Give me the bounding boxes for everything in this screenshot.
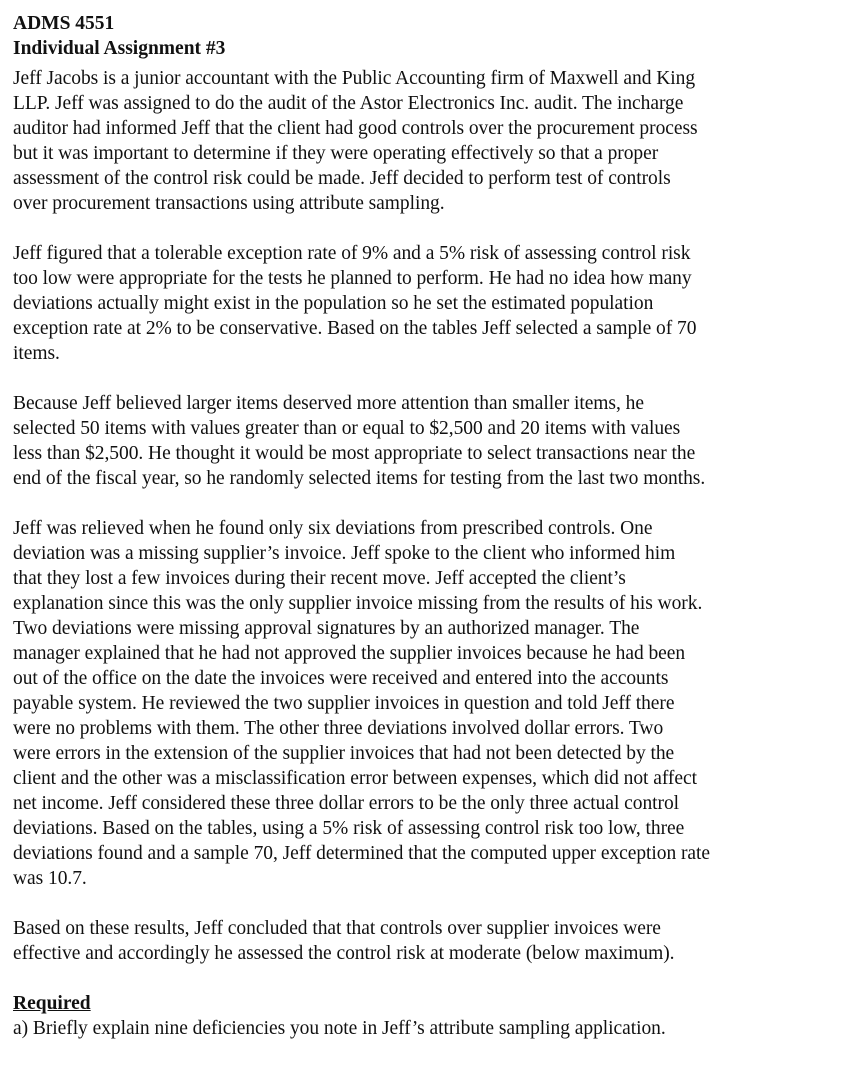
required-item-a: a) Briefly explain nine deficiencies you note in Jeff’s attribute sampling application. — [13, 1018, 666, 1039]
document — [13, 11, 813, 1041]
course-code: ADMS 4551 — [13, 13, 115, 34]
paragraph-intro: Jeff Jacobs is a junior accountant with the Public Accounting firm of Maxwell and King LLP. Jeff was assigned to do the audit of the Astor Electronics Inc. audit. The incharge auditor had informed Jeff that the client had good controls over the procurement process but it was important to determine if they were operating effectively so that a proper assessment of the control risk could be made. Jeff decided to perform test of controls over procurement transactions using attribute sampling. — [13, 68, 698, 214]
paragraph-selection: Because Jeff believed larger items deserved more attention than smaller items, he selected 50 items with values greater than or equal to $2,500 and 20 items with values less than $2,500. He thought it would be most appropriate to select transactions near the end of the fiscal year, so he randomly selected items for testing from the last two months. — [13, 393, 706, 489]
paragraph-sample-size: Jeff figured that a tolerable exception rate of 9% and a 5% risk of assessing control risk too low were appropriate for the tests he planned to perform. He had no idea how many deviations actually might exist in the population so he set the estimated population exception rate at 2% to be conservative. Based on the tables Jeff selected a sample of 70 items. — [13, 243, 697, 364]
assignment-title: Individual Assignment #3 — [13, 38, 226, 59]
paragraph-deviations: Jeff was relieved when he found only six deviations from prescribed controls. One deviation was a missing supplier’s invoice. Jeff spoke to the client who informed him that they lost a few invoices during their recent move. Jeff accepted the client’s explanation since this was the only supplier invoice missing from the results of his work. Two deviations were missing approval signatures by an authorized manager. The manager explained that he had not approved the supplier invoices because he had been out of the office on the date the invoices were received and entered into the accounts payable system. He reviewed the two supplier invoices in question and told Jeff there were no problems with them. The other three deviations involved dollar errors. Two were errors in the extension of the supplier invoices that had not been detected by the client and the other was a misclassification error between expenses, which did not affect net income. Jeff considered these three dollar errors to be the only three actual control deviations. Based on the tables, using a 5% risk of assessing control risk too low, three deviations found and a sample 70, Jeff determined that the computed upper exception rate was 10.7. — [13, 518, 711, 889]
paragraph-conclusion: Based on these results, Jeff concluded that that controls over supplier invoices were effective and accordingly he assessed the control risk at moderate (below maximum). — [13, 918, 675, 964]
required-heading: Required — [13, 993, 91, 1014]
